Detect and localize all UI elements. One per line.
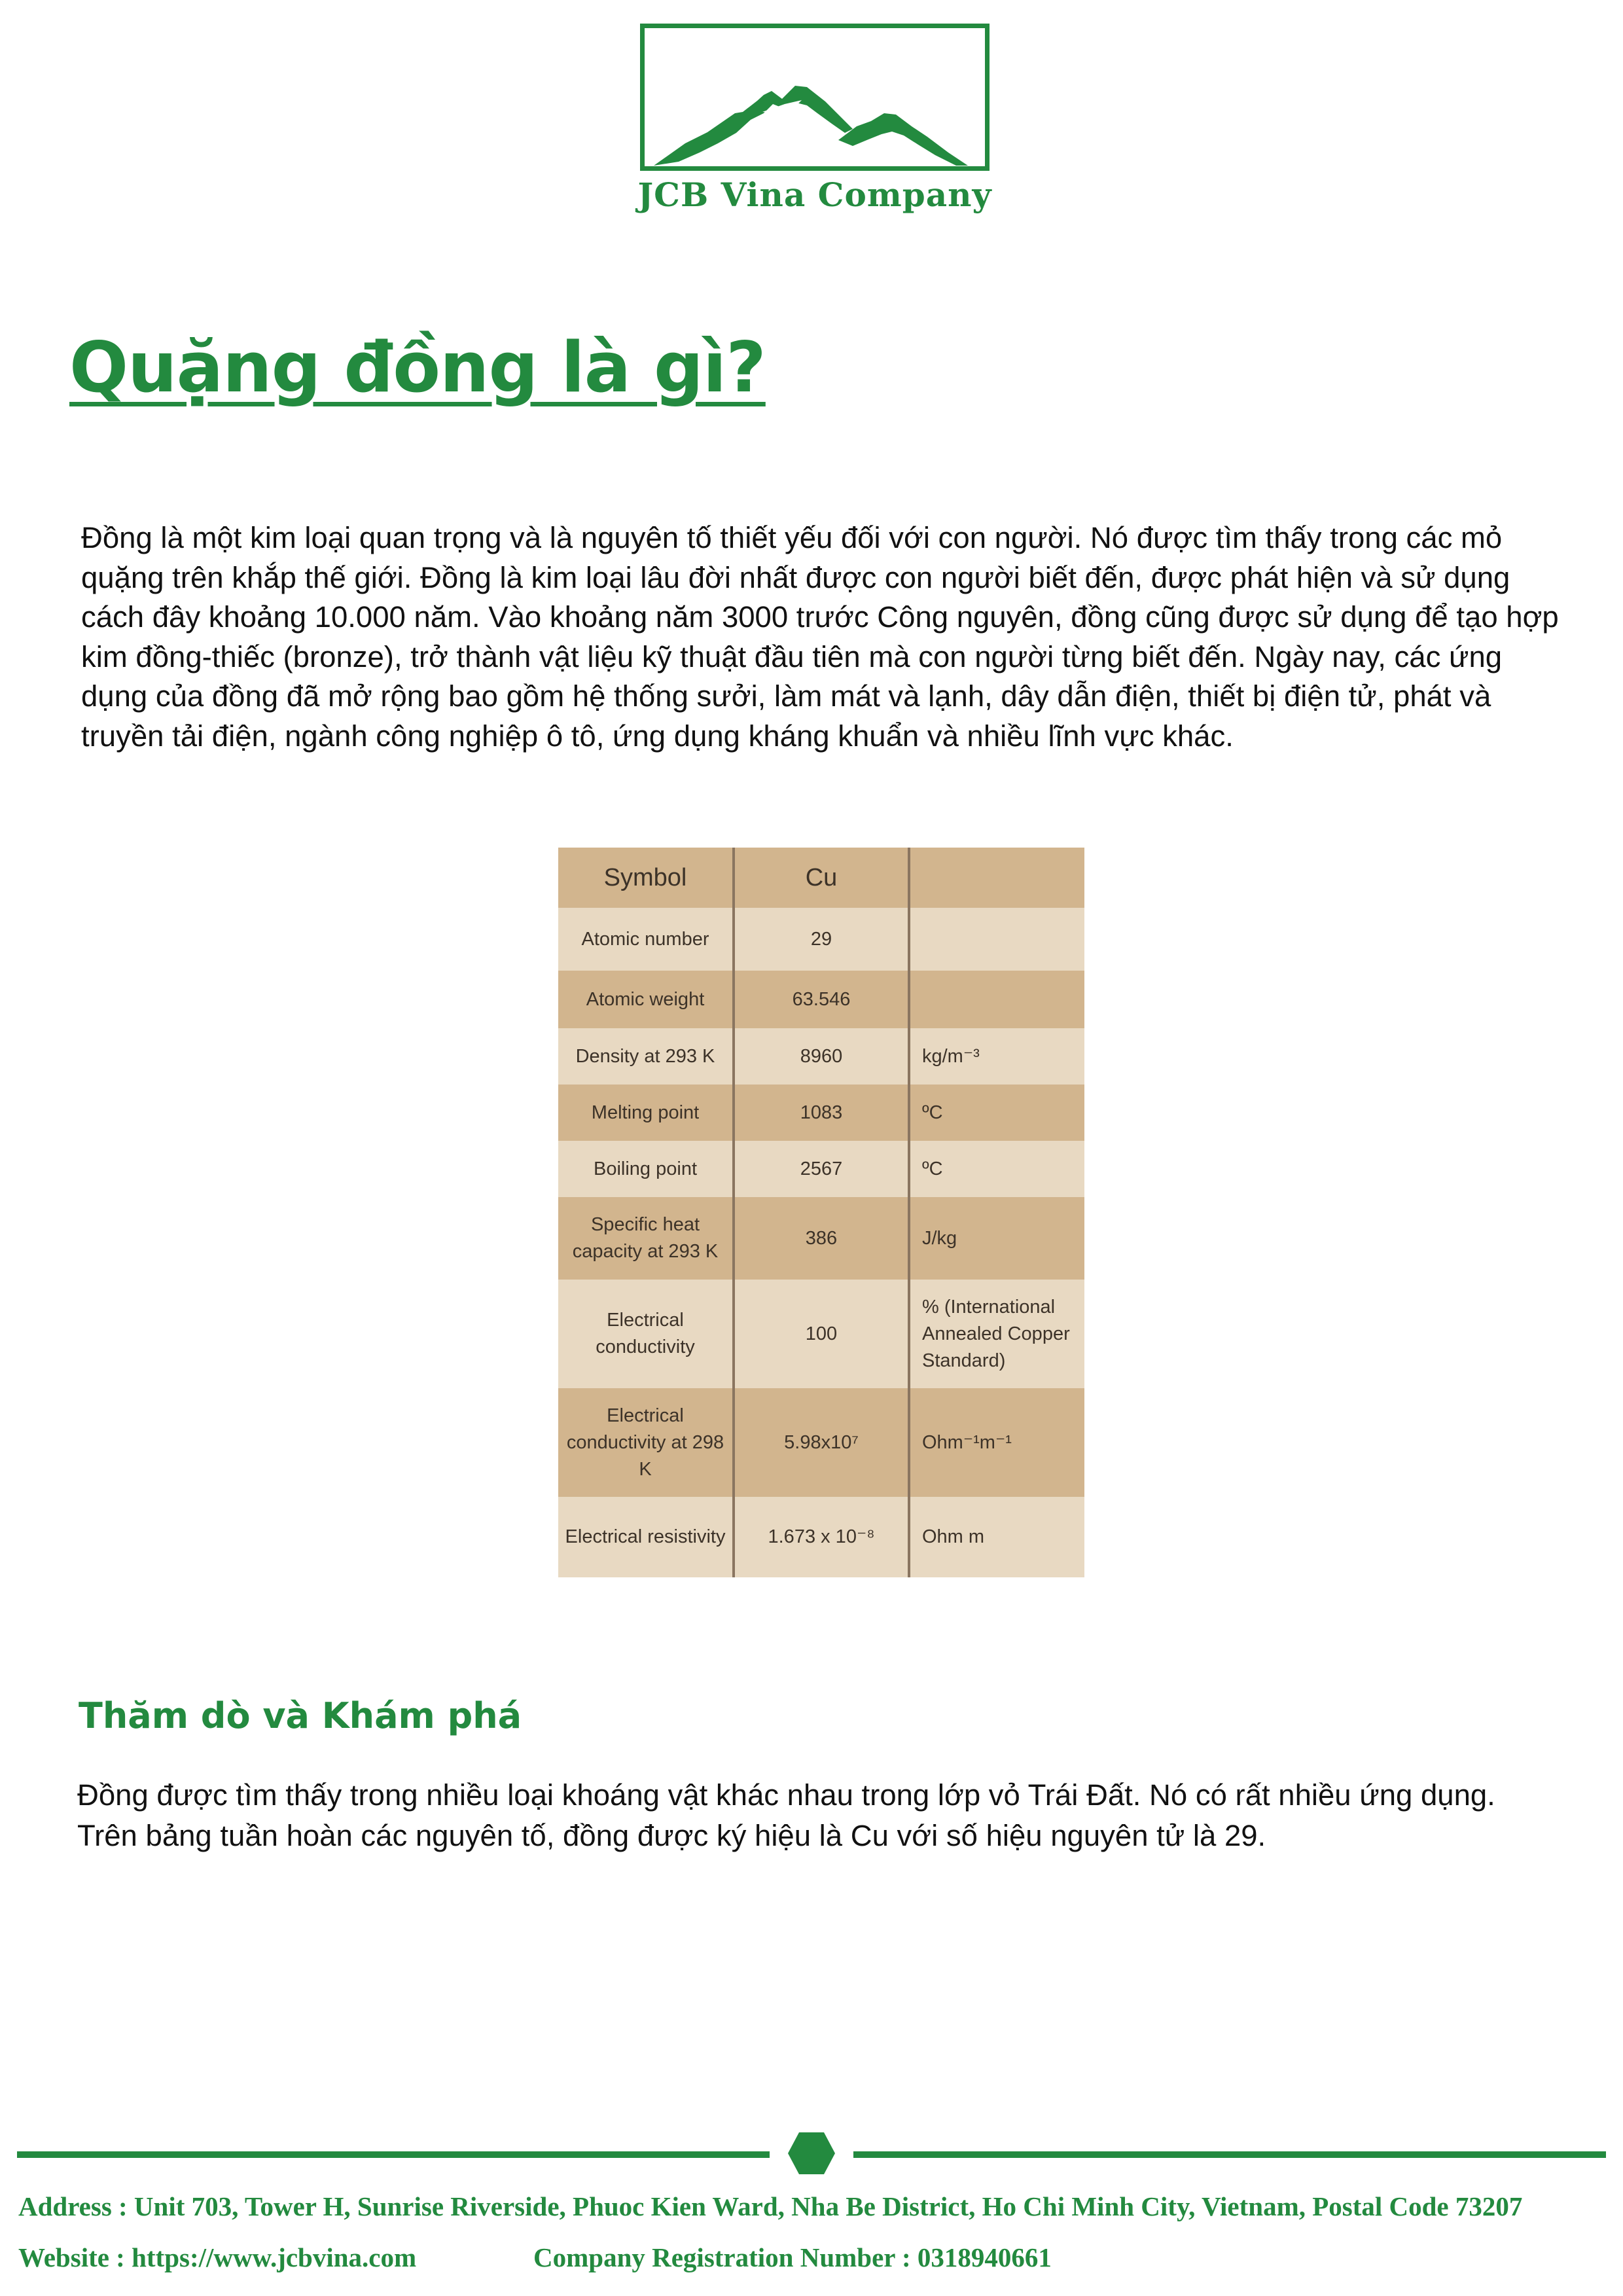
table-row	[558, 1280, 1084, 1388]
hexagon-icon	[787, 2131, 836, 2176]
property-cell: Specific heat capacity at 293 K	[558, 1197, 734, 1280]
page-title: Quặng đồng là gì?	[69, 327, 766, 408]
unit-cell	[909, 908, 1084, 971]
unit-cell: J/kg	[909, 1197, 1084, 1280]
table-row	[558, 848, 1084, 908]
value-cell: 63.546	[734, 971, 909, 1028]
company-logo	[640, 24, 990, 171]
unit-cell: ºC	[909, 1085, 1084, 1141]
company-name: JCB Vina Company	[637, 175, 992, 214]
property-cell: Symbol	[558, 848, 734, 908]
intro-paragraph: Đồng là một kim loại quan trọng và là nguyên tố thiết yếu đối với con người. Nó được tìm thấy trong các mỏ quặng trên khắp thế giới. Đồng là kim loại lâu đời nhất được con người biết đến, được phát hiện và sử dụng cách đây khoảng 10.000 năm. Vào khoảng năm 3000 trước Công nguyên, đồng cũng được sử dụng để tạo hợp kim đồng-thiếc (bronze), trở thành vật liệu kỹ thuật đầu tiên mà con người từng biết đến. Ngày nay, các ứng dụng của đồng đã mở rộng bao gồm hệ thống sưởi, làm mát và lạnh, dây dẫn điện, thiết bị điện tử, phát và truyền tải điện, ngành công nghiệp ô tô, ứng dụng kháng khuẩn và nhiều lĩnh vực khác.	[81, 521, 1559, 753]
footer-website[interactable]: Website : https://www.jcbvina.com	[18, 2242, 417, 2272]
section-paragraph: Đồng được tìm thấy trong nhiều loại khoáng vật khác nhau trong lớp vỏ Trái Đất. Nó có rất nhiều ứng dụng. Trên bảng tuần hoàn các nguyên tố, đồng được ký hiệu là Cu với số hiệu nguyên tử là 29.	[77, 1778, 1495, 1852]
value-cell: 29	[734, 908, 909, 971]
value-cell: 2567	[734, 1141, 909, 1197]
value-cell: 1083	[734, 1085, 909, 1141]
unit-cell: kg/m⁻³	[909, 1028, 1084, 1085]
copper-properties-table	[558, 848, 1084, 1577]
table-row	[558, 1497, 1084, 1577]
table-row	[558, 908, 1084, 971]
footer-registration: Company Registration Number : 0318940661	[533, 2242, 1052, 2272]
property-cell: Density at 293 K	[558, 1028, 734, 1085]
table-row	[558, 1197, 1084, 1280]
value-cell: 5.98x10⁷	[734, 1388, 909, 1497]
table-row	[558, 1388, 1084, 1497]
unit-cell: % (International Annealed Copper Standard)	[909, 1280, 1084, 1388]
unit-cell: Ohm⁻¹m⁻¹	[909, 1388, 1084, 1497]
property-cell: Boiling point	[558, 1141, 734, 1197]
value-cell: 100	[734, 1280, 909, 1388]
table-row	[558, 1028, 1084, 1085]
property-cell: Melting point	[558, 1085, 734, 1141]
property-cell: Electrical conductivity at 298 K	[558, 1388, 734, 1497]
property-cell: Atomic number	[558, 908, 734, 971]
footer-address: Address : Unit 703, Tower H, Sunrise Riverside, Phuoc Kien Ward, Nha Be District, Ho Chi Minh City, Vietnam, Postal Code 73207	[18, 2191, 1523, 2221]
value-cell: 1.673 x 10⁻⁸	[734, 1497, 909, 1577]
property-cell: Electrical conductivity	[558, 1280, 734, 1388]
value-cell: 8960	[734, 1028, 909, 1085]
unit-cell: Ohm m	[909, 1497, 1084, 1577]
footer-divider-right	[853, 2151, 1606, 2158]
unit-cell	[909, 971, 1084, 1028]
section-heading: Thăm dò và Khám phá	[79, 1695, 522, 1736]
property-cell: Electrical resistivity	[558, 1497, 734, 1577]
footer-divider-left	[17, 2151, 770, 2158]
unit-cell	[909, 848, 1084, 908]
table-row	[558, 1085, 1084, 1141]
value-cell: Cu	[734, 848, 909, 908]
property-cell: Atomic weight	[558, 971, 734, 1028]
mountain-logo-icon	[645, 28, 985, 166]
table-row	[558, 971, 1084, 1028]
value-cell: 386	[734, 1197, 909, 1280]
table-row	[558, 1141, 1084, 1197]
unit-cell: ºC	[909, 1141, 1084, 1197]
